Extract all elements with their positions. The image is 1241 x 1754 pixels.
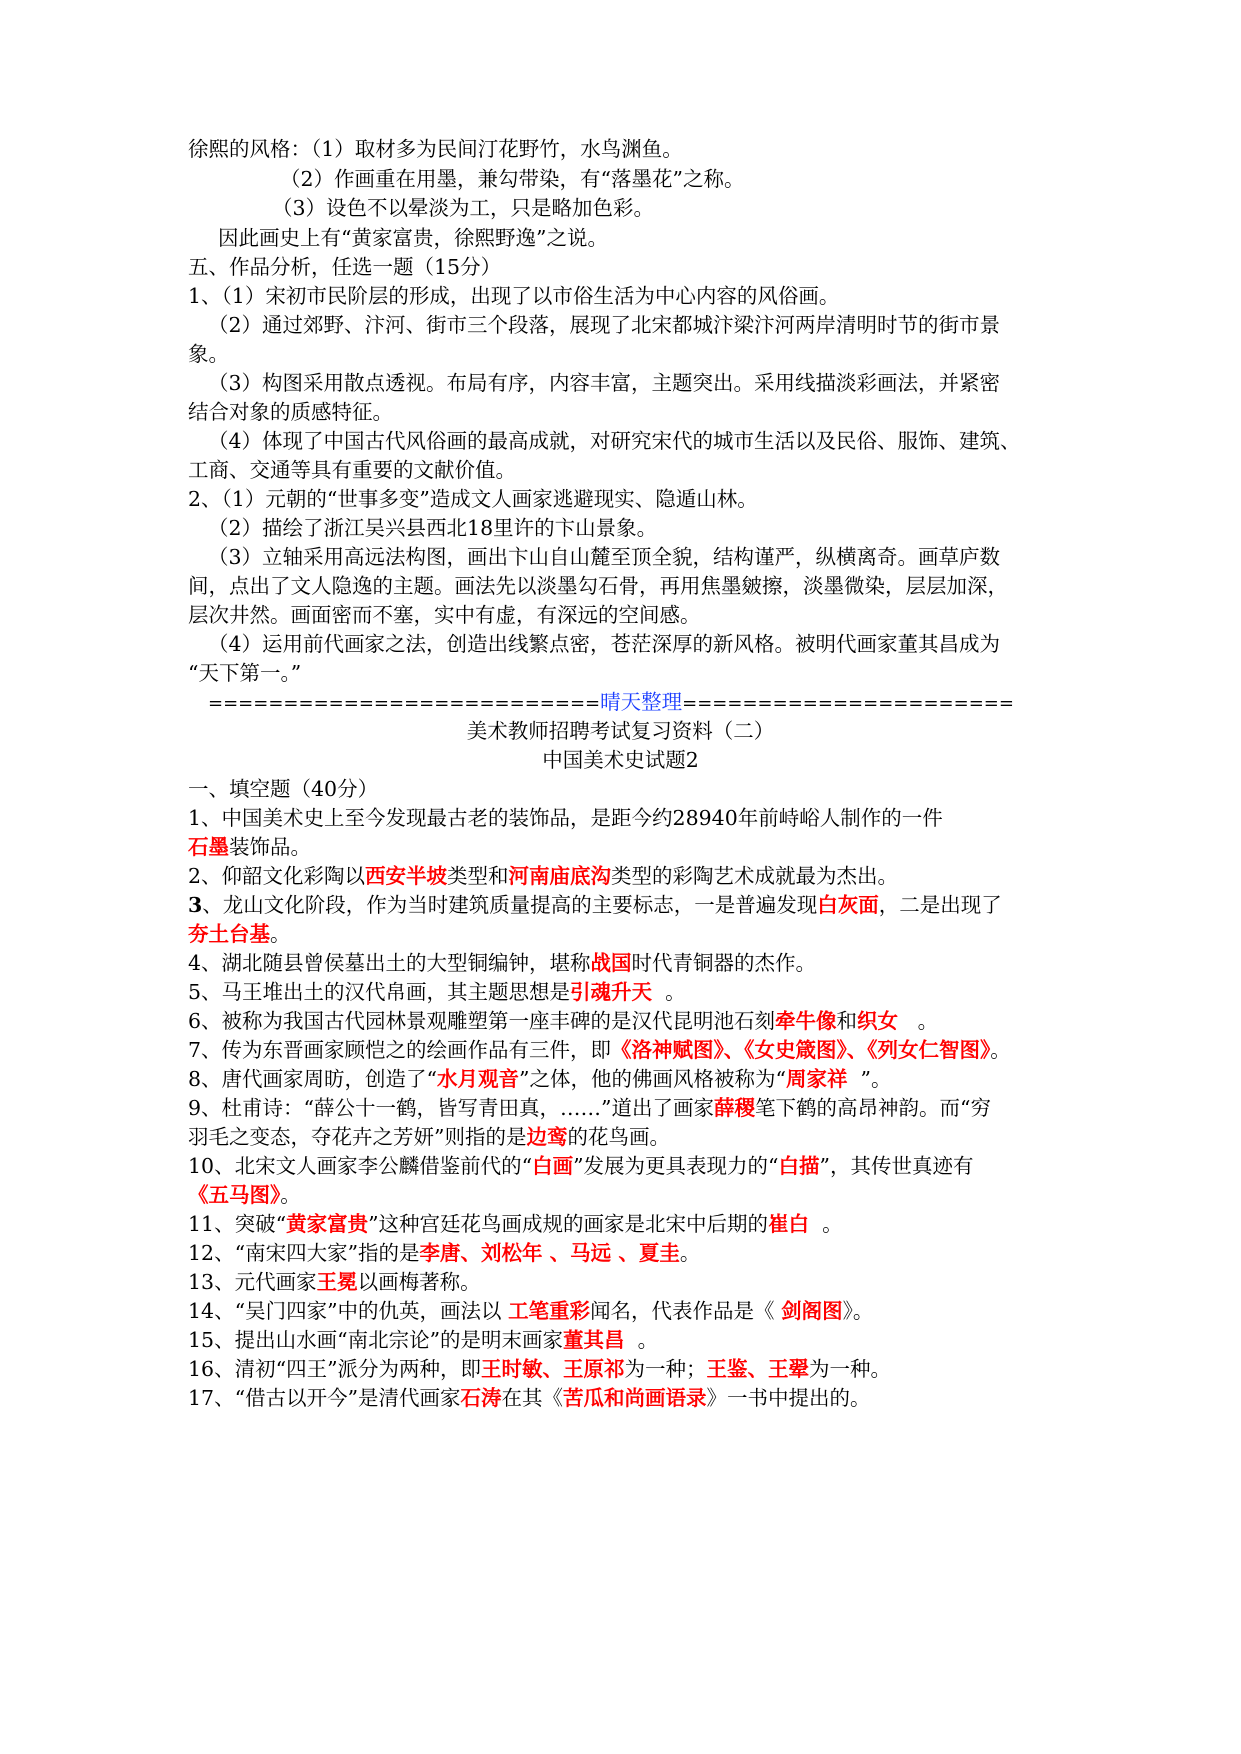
- text-line: 2、（1）元朝的“世事多变”造成文人画家逃避现实、隐遁山林。: [188, 487, 758, 511]
- section-heading: 五、作品分析，任选一题（15分）: [188, 255, 502, 279]
- separator-line: [208, 687, 1014, 717]
- question-text: 》一书中提出的。: [706, 1386, 871, 1410]
- text-line: （2）作画重在用墨，兼勾带染，有“落墨花”之称。: [280, 167, 745, 191]
- section-heading: 一、填空题（40分）: [188, 777, 379, 801]
- text-line: 象。: [188, 342, 229, 366]
- text-line: 层次井然。画面密而不塞，实中有虚，有深远的空间感。: [188, 603, 701, 627]
- separator-left: ==========================: [208, 693, 601, 714]
- separator-label: 晴天整理: [600, 690, 683, 714]
- question-text: ”，其传世真迹有: [819, 1154, 974, 1178]
- answer: 《五马图》: [188, 1183, 281, 1207]
- answer: 王时敏、王原祁: [481, 1357, 625, 1381]
- question-text: 4、湖北随县曾侯墓出土的大型铜编钟，堪称: [188, 951, 591, 975]
- answer: 白画: [532, 1154, 574, 1178]
- question-text: 17、“借古以开今”是清代画家: [188, 1386, 461, 1410]
- answer: 牵牛像: [775, 1009, 837, 1033]
- answer: 黄家富贵: [286, 1212, 369, 1236]
- question-2: [188, 861, 898, 891]
- doc-subtitle: 中国美术史试题2: [542, 748, 699, 772]
- question-text: ”发展为更具表现力的“: [573, 1154, 779, 1178]
- answer: 石涛: [460, 1386, 502, 1410]
- question-12: [188, 1238, 700, 1268]
- text-line: 徐熙的风格：（1）取材多为民间汀花野竹，水鸟渊鱼。: [188, 137, 683, 161]
- question-5: [188, 977, 686, 1007]
- answer: 苦瓜和尚画语录: [563, 1386, 707, 1410]
- question-number: 3: [188, 893, 203, 917]
- question-9: [188, 1093, 991, 1123]
- text-line: 1、（1）宋初市民阶层的形成，出现了以市俗生活为中心内容的风俗画。: [188, 284, 840, 308]
- answer: 剑阁图: [781, 1299, 843, 1323]
- question-text: 。: [270, 922, 291, 946]
- answer: 织女: [857, 1009, 899, 1033]
- question-14: [188, 1296, 873, 1326]
- question-1-cont: [188, 832, 311, 862]
- text-line: （4）体现了中国古代风俗画的最高成就，对研究宋代的城市生活以及民俗、服饰、建筑、: [208, 429, 1021, 453]
- answer: 《洛神赋图》、《女史箴图》、《列女仁智图》: [611, 1038, 991, 1062]
- question-text: 时代青铜器的杰作。: [631, 951, 817, 975]
- answer: 夯土台基: [188, 922, 270, 946]
- question-text: 11、突破“: [188, 1212, 287, 1236]
- question-text: 笔下鹤的高昂神韵。而“穷: [755, 1096, 991, 1120]
- answer: 石墨: [188, 835, 229, 859]
- question-text: 类型和: [447, 864, 509, 888]
- question-text: 在其《: [501, 1386, 564, 1410]
- answer: 西安半坡: [365, 864, 448, 888]
- question-text: 6、被称为我国古代园林景观雕塑第一座丰碑的是汉代昆明池石刻: [188, 1009, 776, 1033]
- answer: 董其昌: [563, 1328, 625, 1352]
- question-10: [188, 1151, 974, 1181]
- text-line: （2）通过郊野、汴河、街市三个段落，展现了北宋都城汴梁汴河两岸清明时节的街市景: [208, 313, 1001, 337]
- answer: 战国: [590, 951, 632, 975]
- text-line: （4）运用前代画家之法，创造出线繁点密，苍茫深厚的新风格。被明代画家董其昌成为: [208, 632, 1001, 656]
- answer: 水月观音: [437, 1067, 520, 1091]
- question-text: 。: [898, 1009, 939, 1033]
- question-text: 的花鸟画。: [567, 1125, 670, 1149]
- answer: 工笔重彩: [508, 1299, 591, 1323]
- answer: 边鸾: [526, 1125, 568, 1149]
- question-17: [188, 1383, 871, 1413]
- question-text: 》。: [842, 1299, 874, 1323]
- question-text: 为一种；: [624, 1357, 707, 1381]
- question-10-cont: [188, 1180, 301, 1210]
- question-text: 10、北宋文人画家李公麟借鉴前代的“: [188, 1154, 533, 1178]
- question-text: 9、杜甫诗：“薛公十一鹤，皆写青田真，……”道出了画家: [188, 1096, 715, 1120]
- text-line: 结合对象的质感特征。: [188, 400, 393, 424]
- separator-right: ======================: [682, 693, 1014, 714]
- text-line: “天下第一。”: [188, 661, 302, 685]
- question-1: 1、中国美术史上至今发现最古老的装饰品，是距今约28940年前峙峪人制作的一件: [188, 806, 943, 830]
- question-text: 8、唐代画家周昉，创造了“: [188, 1067, 438, 1091]
- question-3: [188, 890, 1002, 920]
- question-text: 5、马王堆出土的汉代帛画，其主题思想是: [188, 980, 571, 1004]
- text-line: （3）设色不以晕淡为工，只是略加色彩。: [272, 196, 655, 220]
- question-11: [188, 1209, 843, 1239]
- text-line: 因此画史上有“黄家富贵，徐熙野逸”之说。: [218, 226, 608, 250]
- question-text: 7、传为东晋画家顾恺之的绘画作品有三件，即: [188, 1038, 612, 1062]
- question-text: ”这种宫廷花鸟画成规的画家是北宋中后期的: [368, 1212, 769, 1236]
- question-15: [188, 1325, 658, 1355]
- question-text: 。: [280, 1183, 301, 1207]
- question-text: 、龙山文化阶段，作为当时建筑质量提高的主要标志，一是普遍发现: [202, 893, 818, 917]
- question-text: 16、清初“四王”派分为两种，即: [188, 1357, 482, 1381]
- question-text: 类型的彩陶艺术成就最为杰出。: [611, 864, 899, 888]
- question-16: [188, 1354, 891, 1384]
- question-text: 和: [836, 1009, 858, 1033]
- question-text: 闻名，代表作品是《: [590, 1299, 782, 1323]
- answer: 白描: [778, 1154, 820, 1178]
- text-line: 间，点出了文人隐逸的主题。画法先以淡墨勾石骨，再用焦墨皴擦，淡墨微染，层层加深，: [188, 574, 1008, 598]
- question-text: 羽毛之变态，夺花卉之芳妍”则指的是: [188, 1125, 527, 1149]
- text-line: （3）立轴采用高远法构图，画出卞山自山麓至顶全貌，结构谨严，纵横离奇。画草庐数: [208, 545, 1001, 569]
- question-13: [188, 1267, 481, 1297]
- question-text: ，二是出现了: [878, 893, 1002, 917]
- text-line: （2）描绘了浙江吴兴县西北18里许的卞山景象。: [208, 516, 658, 540]
- question-text: 为一种。: [809, 1357, 892, 1381]
- text-line: （3）构图采用散点透视。布局有序，内容丰富，主题突出。采用线描淡彩画法，并紧密: [208, 371, 1001, 395]
- question-text: 12、“南宋四大家”指的是: [188, 1241, 420, 1265]
- question-text: 。: [990, 1038, 1011, 1062]
- question-text: 14、“吴门四家”中的仇英，画法以: [188, 1299, 509, 1323]
- answer: 河南庙底沟: [508, 864, 612, 888]
- question-3-cont: [188, 919, 291, 949]
- question-text: ”之体，他的佛画风格被称为“: [519, 1067, 786, 1091]
- question-text: 以画梅著称。: [357, 1270, 481, 1294]
- question-text: 装饰品。: [229, 835, 311, 859]
- text-line: 工商、交通等具有重要的文献价值。: [188, 458, 516, 482]
- question-text: 。: [809, 1212, 843, 1236]
- answer: 崔白: [768, 1212, 810, 1236]
- question-text: 15、提出山水画“南北宗论”的是明末画家: [188, 1328, 564, 1352]
- question-text: 。: [624, 1328, 659, 1352]
- answer: 引魂升天: [570, 980, 653, 1004]
- question-text: 。: [652, 980, 686, 1004]
- doc-title: 美术教师招聘考试复习资料（二）: [466, 719, 775, 743]
- answer: 白灰面: [817, 893, 879, 917]
- answer: 薛稷: [714, 1096, 756, 1120]
- question-text: 2、仰韶文化彩陶以: [188, 864, 366, 888]
- answer: 周家祥: [786, 1067, 848, 1091]
- answer: 王冕: [316, 1270, 358, 1294]
- question-8: [188, 1064, 892, 1094]
- question-text: ”。: [847, 1067, 892, 1091]
- question-4: [188, 948, 816, 978]
- question-text: 。: [679, 1241, 701, 1265]
- question-7: [188, 1035, 1011, 1065]
- question-9-cont: [188, 1122, 670, 1152]
- answer: 王鉴、王翚: [706, 1357, 810, 1381]
- question-text: 13、元代画家: [188, 1270, 317, 1294]
- question-6: [188, 1006, 938, 1036]
- answer: 李唐、刘松年 、马远 、夏圭: [419, 1241, 680, 1265]
